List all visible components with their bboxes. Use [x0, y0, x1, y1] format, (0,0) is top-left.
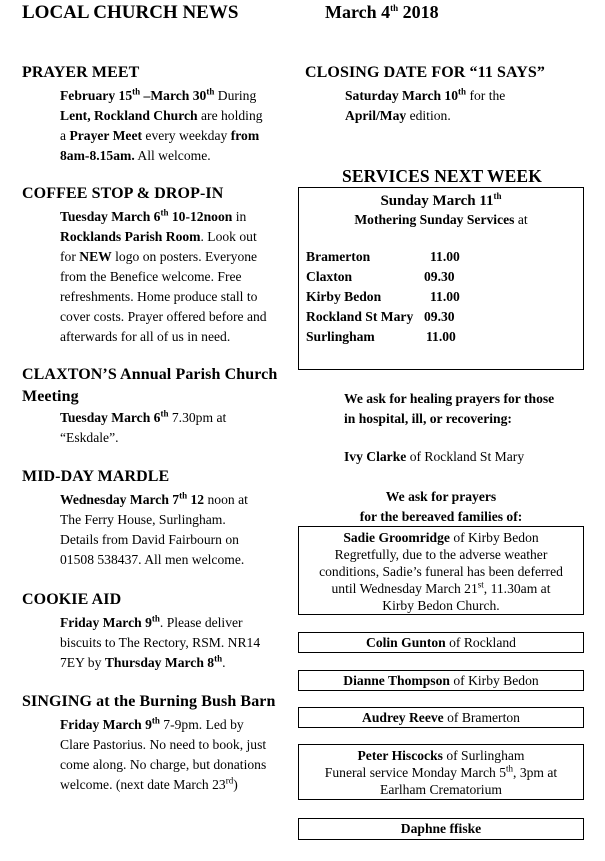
person-name: Sadie Groomridge — [343, 530, 450, 545]
person-name: Daphne ffiske — [400, 821, 482, 836]
text: biscuits to The Rectory, RSM. NR14 — [60, 635, 261, 650]
text: Thursday March 8 — [104, 655, 215, 670]
coffee-stop-section — [22, 185, 302, 347]
text: from — [230, 128, 260, 143]
cookie-aid-section — [22, 591, 302, 673]
service-row — [306, 247, 583, 267]
text: edition. — [406, 108, 451, 123]
text: for — [60, 249, 80, 264]
text: “Eskdale”. — [60, 430, 119, 445]
text: 10-12noon — [168, 209, 233, 224]
text: During — [214, 88, 257, 103]
text: Rocklands Parish Room — [60, 229, 201, 244]
text: . Please deliver — [159, 615, 243, 630]
text: Friday March 9 — [60, 717, 152, 732]
sup: th — [493, 191, 502, 201]
dianne-box — [298, 670, 584, 691]
text: Prayer Meet — [69, 128, 143, 143]
sup: th — [179, 490, 188, 501]
sup: th — [506, 763, 514, 774]
text: 8am-8.15am. — [60, 148, 135, 163]
text: Meeting — [22, 388, 79, 405]
text: of Rockland — [445, 635, 516, 650]
text: Funeral service Monday March 5 — [324, 765, 506, 780]
text: . Look out — [200, 229, 257, 244]
text: come along. No charge, but donations — [60, 757, 267, 772]
text: for the bereaved families of: — [359, 509, 523, 524]
sup: th — [458, 86, 467, 97]
date-sup: th — [390, 3, 399, 13]
closing-date-section — [305, 64, 600, 126]
service-time: 11.00 — [430, 249, 460, 264]
section-body — [22, 613, 302, 673]
text: in — [232, 209, 247, 224]
text: of Surlingham — [442, 748, 525, 763]
text: welcome. (next date March 23 — [60, 777, 226, 792]
services-list — [299, 247, 583, 347]
text: ) — [233, 777, 238, 792]
text: Friday March 9 — [60, 615, 152, 630]
sadie-box — [298, 526, 584, 615]
section-body — [22, 490, 302, 570]
daphne-box — [298, 818, 584, 840]
text: in hospital, ill, or recovering: — [344, 411, 512, 426]
text: –March 30 — [140, 88, 207, 103]
text: noon at — [204, 492, 248, 507]
text: Saturday March 10 — [345, 88, 459, 103]
service-place: Kirby Bedon — [306, 289, 382, 304]
text: cover costs. Prayer offered before and — [60, 309, 267, 324]
section-body — [22, 408, 302, 448]
section-title: COFFEE STOP & DROP-IN — [22, 185, 224, 202]
text: We ask for prayers — [385, 489, 497, 504]
service-row — [306, 307, 583, 327]
text: of Kirby Bedon — [449, 530, 539, 545]
text: refreshments. Home produce stall to — [60, 289, 258, 304]
text: for the — [466, 88, 506, 103]
text: 12 — [187, 492, 205, 507]
text: of Bramerton — [443, 710, 520, 725]
text: conditions, Sadie’s funeral has been deferred — [319, 564, 563, 579]
sup: th — [151, 715, 160, 726]
section-body — [305, 86, 600, 126]
text: Tuesday March 6 — [60, 410, 161, 425]
services-subtitle — [299, 212, 583, 228]
section-title — [22, 364, 302, 408]
service-place: Surlingham — [306, 329, 375, 344]
service-row — [306, 287, 583, 307]
service-place: Rockland St Mary — [306, 309, 414, 324]
text: from the Benefice welcome. Free — [60, 269, 242, 284]
text: April/May — [345, 108, 407, 123]
sup: th — [214, 653, 223, 664]
mardle-section — [22, 468, 302, 570]
text: We ask for healing prayers for those — [344, 391, 555, 406]
text: 01508 538437. All men welcome. — [60, 552, 245, 567]
text: February 15 — [60, 88, 133, 103]
text: a — [60, 128, 70, 143]
text: . — [222, 655, 226, 670]
service-time: 11.00 — [426, 329, 456, 344]
service-time: 09.30 — [424, 309, 455, 324]
text: Clare Pastorius. No need to book, just — [60, 737, 267, 752]
person-name: Audrey Reeve — [362, 710, 444, 725]
service-time: 09.30 — [424, 269, 455, 284]
section-title: COOKIE AID — [22, 591, 122, 608]
section-title: CLOSING DATE FOR “11 SAYS” — [305, 64, 545, 81]
services-box — [298, 187, 584, 370]
text: 7EY by — [60, 655, 105, 670]
sup: th — [160, 207, 169, 218]
date-text: March 4 — [325, 2, 391, 22]
person-name: Ivy Clarke — [344, 449, 407, 464]
section-title: SINGING at the Burning Bush Barn — [22, 693, 276, 710]
healing-request — [344, 389, 604, 429]
sup: rd — [225, 775, 234, 786]
text: , 11.30am at — [483, 581, 551, 596]
text: Regretfully, due to the adverse weather — [334, 547, 548, 562]
text: All welcome. — [134, 148, 211, 163]
services-date — [299, 193, 583, 210]
text: The Ferry House, Surlingham. — [60, 512, 226, 527]
prayer-meet-section — [22, 64, 297, 166]
service-place: Bramerton — [306, 249, 371, 264]
title-text: LOCAL CHURCH NEWS — [22, 2, 239, 23]
date-year: 2018 — [398, 2, 439, 22]
bereaved-request — [298, 487, 584, 527]
service-place: Claxton — [306, 269, 353, 284]
section-title: PRAYER MEET — [22, 64, 140, 81]
claxton-section — [22, 364, 302, 448]
person-name: Peter Hiscocks — [357, 748, 443, 763]
service-time: 11.00 — [430, 289, 460, 304]
text: Mothering Sunday Services — [354, 212, 515, 227]
service-row — [306, 267, 583, 287]
colin-box — [298, 632, 584, 653]
services-title: SERVICES NEXT WEEK — [342, 166, 542, 186]
text: Details from David Fairbourn on — [60, 532, 239, 547]
sup: th — [151, 613, 160, 624]
text: every weekday — [142, 128, 231, 143]
section-body — [22, 207, 302, 347]
page-title — [22, 2, 238, 24]
text: 7-9pm. Led by — [159, 717, 244, 732]
text: logo on posters. Everyone — [111, 249, 258, 264]
sup: st — [477, 579, 484, 590]
text: , 3pm at — [513, 765, 558, 780]
sup: th — [160, 408, 169, 419]
section-title: MID-DAY MARDLE — [22, 468, 170, 485]
service-row — [306, 327, 583, 347]
section-body — [22, 86, 297, 166]
text: afterwards for all of us in need. — [60, 329, 231, 344]
sup: th — [206, 86, 215, 97]
text: Wednesday March 7 — [60, 492, 180, 507]
person-name: Colin Gunton — [366, 635, 446, 650]
issue-date — [325, 2, 439, 23]
audrey-box — [298, 707, 584, 728]
text: Earlham Crematorium — [380, 782, 502, 797]
text: are holding — [197, 108, 263, 123]
text: CLAXTON’S Annual Parish Church — [22, 366, 278, 383]
person-name: Dianne Thompson — [343, 673, 450, 688]
text: NEW — [79, 249, 112, 264]
text: of Rockland St Mary — [406, 449, 525, 464]
text: Lent, Rockland Church — [60, 108, 198, 123]
text: Kirby Bedon Church. — [382, 598, 500, 613]
text: of Kirby Bedon — [449, 673, 539, 688]
healing-name — [344, 449, 524, 465]
text: until Wednesday March 21 — [331, 581, 478, 596]
text: Tuesday March 6 — [60, 209, 161, 224]
singing-section — [22, 693, 302, 795]
text: Sunday March 11 — [380, 193, 494, 209]
peter-box — [298, 744, 584, 800]
text: 7.30pm at — [168, 410, 227, 425]
sup: th — [132, 86, 141, 97]
section-body — [22, 715, 302, 795]
text: at — [514, 212, 528, 227]
